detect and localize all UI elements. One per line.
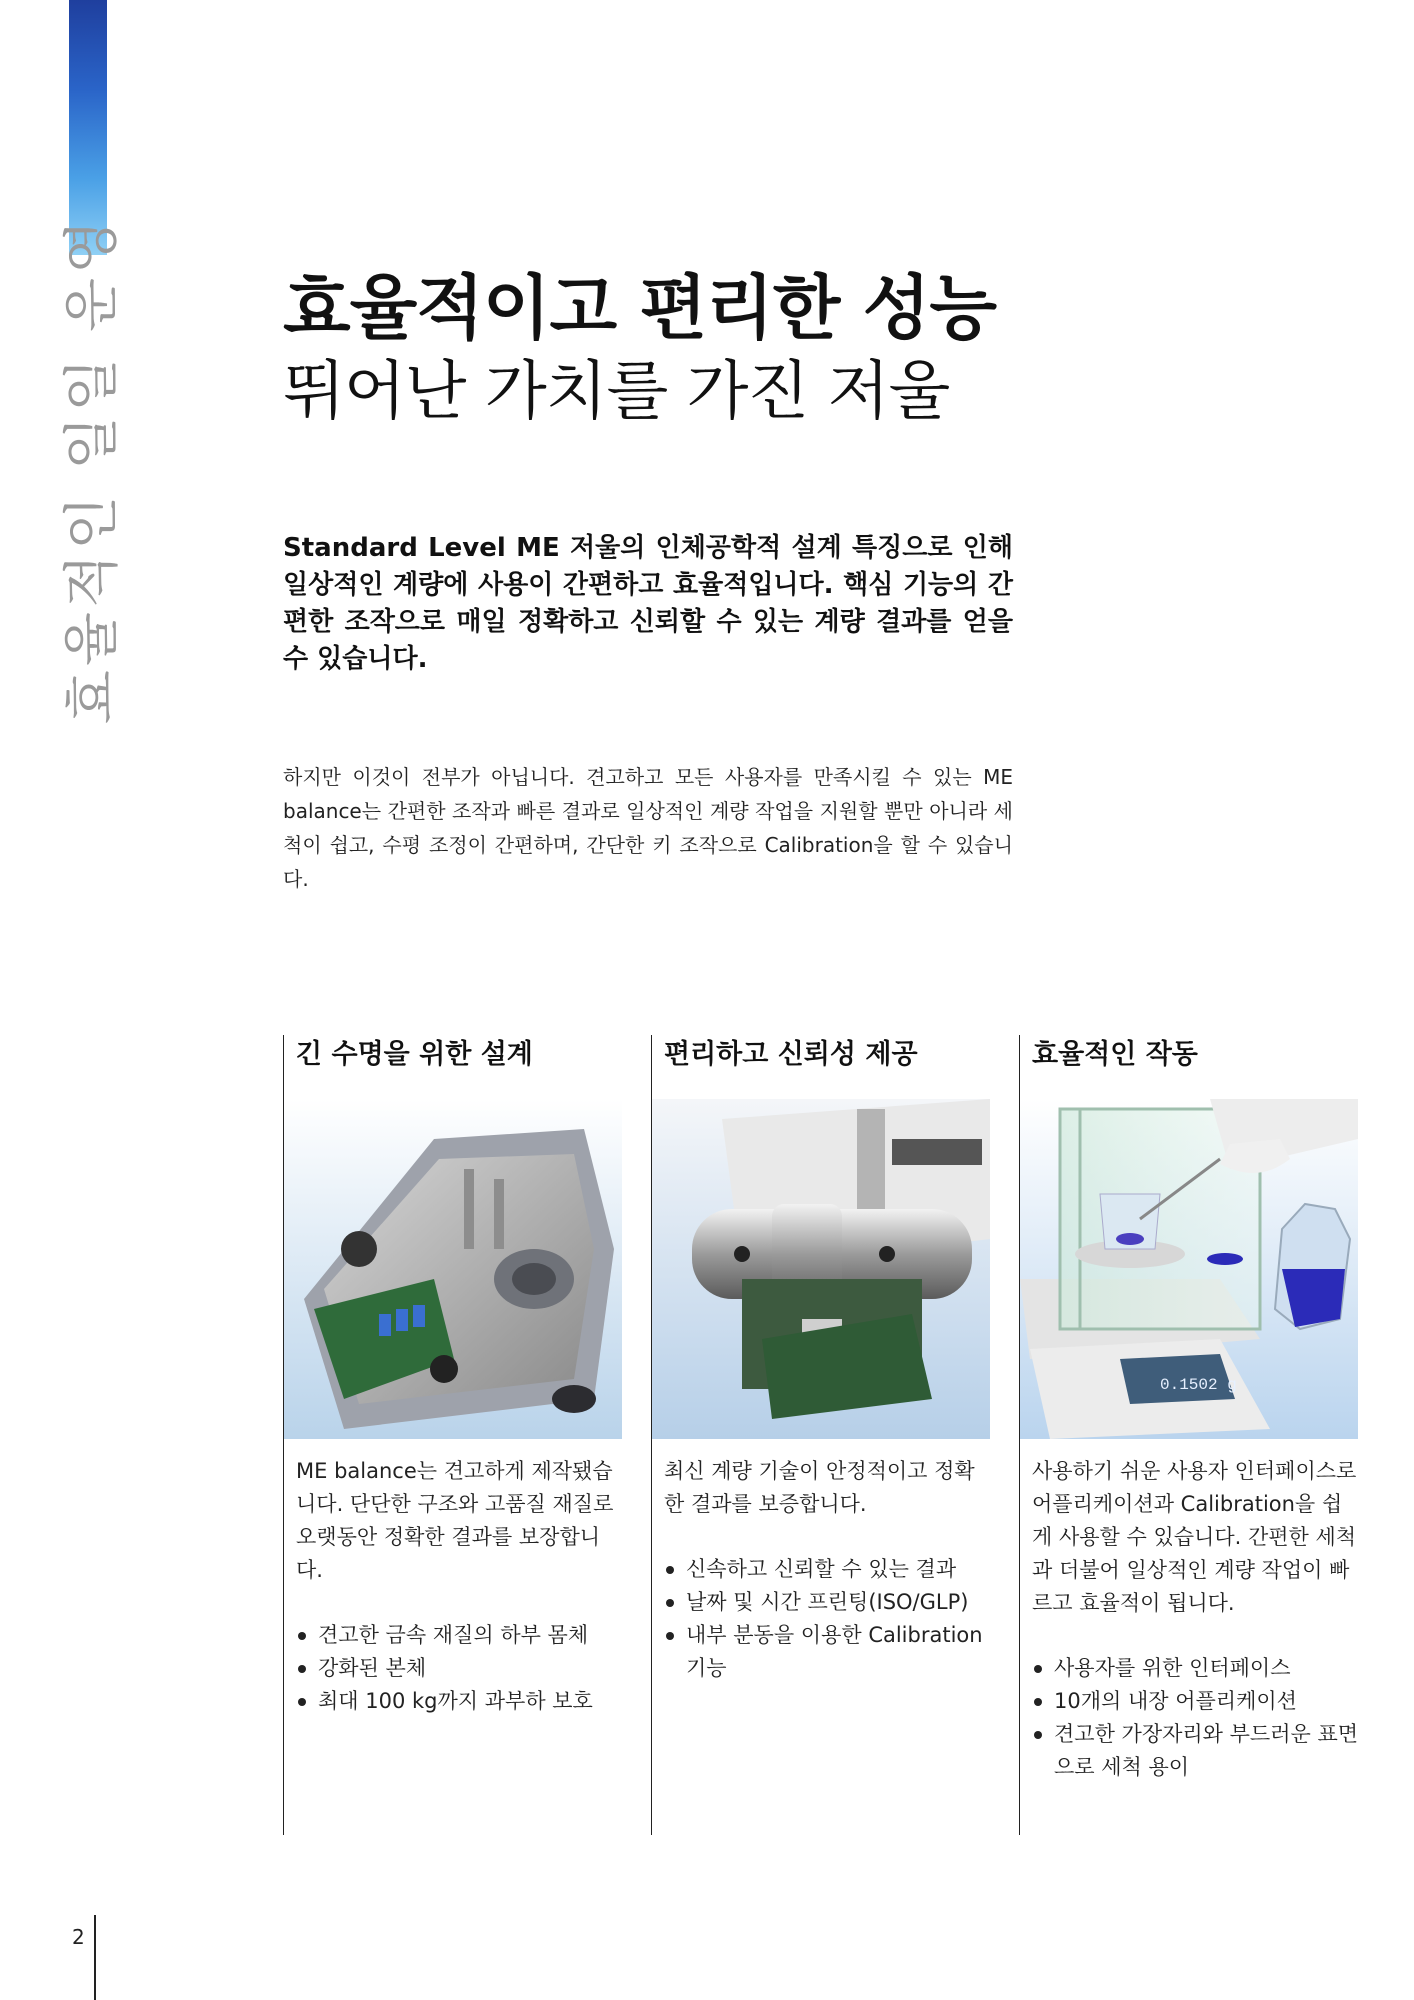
list-item: 사용자를 위한 인터페이스 (1032, 1652, 1362, 1685)
weighing-cell-photo (652, 1099, 990, 1439)
column-description: 최신 계량 기술이 안정적이고 정확한 결과를 보증합니다. (664, 1459, 975, 1516)
column-heading: 긴 수명을 위한 설계 (296, 1039, 533, 1070)
page-subtitle: 뛰어난 가치를 가진 저울 (283, 355, 950, 429)
page-number-divider (94, 1915, 96, 2000)
feature-list (1032, 1652, 1362, 1784)
page-number: 2 (72, 1925, 85, 1949)
column-description: ME balance는 견고하게 제작됐습니다. 단단한 구조와 고품질 재질로 오랫동안 정확한 결과를 보장합니다. (296, 1459, 614, 1582)
balance-housing-photo (284, 1099, 622, 1439)
balance-in-use-photo (1020, 1099, 1358, 1439)
list-item: 내부 분동을 이용한 Calibration 기능 (664, 1619, 994, 1685)
list-item: 강화된 본체 (296, 1652, 626, 1685)
list-item: 신속하고 신뢰할 수 있는 결과 (664, 1553, 994, 1586)
list-item: 견고한 가장자리와 부드러운 표면으로 세척 용이 (1032, 1718, 1362, 1784)
list-item: 10개의 내장 어플리케이션 (1032, 1685, 1362, 1718)
list-item: 견고한 금속 재질의 하부 몸체 (296, 1619, 626, 1652)
display-reading: 0.1502 g (1160, 1376, 1237, 1394)
lead-paragraph: Standard Level ME 저울의 인체공학적 설계 특징으로 인해 일상적인 계량에 사용이 간편하고 효율적입니다. 핵심 기능의 간편한 조작으로 매일 정확하고 신뢰할 수 있는 계량 결과를 얻을 수 있습니다. (283, 533, 1013, 674)
column-heading: 편리하고 신뢰성 제공 (664, 1039, 918, 1070)
column-heading: 효율적인 작동 (1032, 1039, 1198, 1070)
side-section-label: 효율적인 일일 운영 (60, 215, 125, 725)
page-title: 효율적이고 편리한 성능 (283, 267, 996, 349)
list-item: 날짜 및 시간 프린팅(ISO/GLP) (664, 1586, 994, 1619)
feature-column-efficiency (1019, 1035, 1365, 1835)
body-paragraph: 하지만 이것이 전부가 아닙니다. 견고하고 모든 사용자를 만족시킬 수 있는 ME balance는 간편한 조작과 빠른 결과로 일상적인 계량 작업을 지원할 뿐만 아니라 세척이 쉽고, 수평 조정이 간편하며, 간단한 키 조작으로 Calibration을 할 수 있습니다. (283, 765, 1013, 891)
feature-list (296, 1619, 626, 1718)
feature-column-durability (283, 1035, 629, 1835)
list-item: 최대 100 kg까지 과부하 보호 (296, 1685, 626, 1718)
feature-column-reliability (651, 1035, 997, 1835)
column-description: 사용하기 쉬운 사용자 인터페이스로 어플리케이션과 Calibration을 쉽게 사용할 수 있습니다. 간편한 세척과 더불어 일상적인 계량 작업이 빠르고 효율적이 됩니다. (1032, 1459, 1357, 1615)
feature-list (664, 1553, 994, 1685)
